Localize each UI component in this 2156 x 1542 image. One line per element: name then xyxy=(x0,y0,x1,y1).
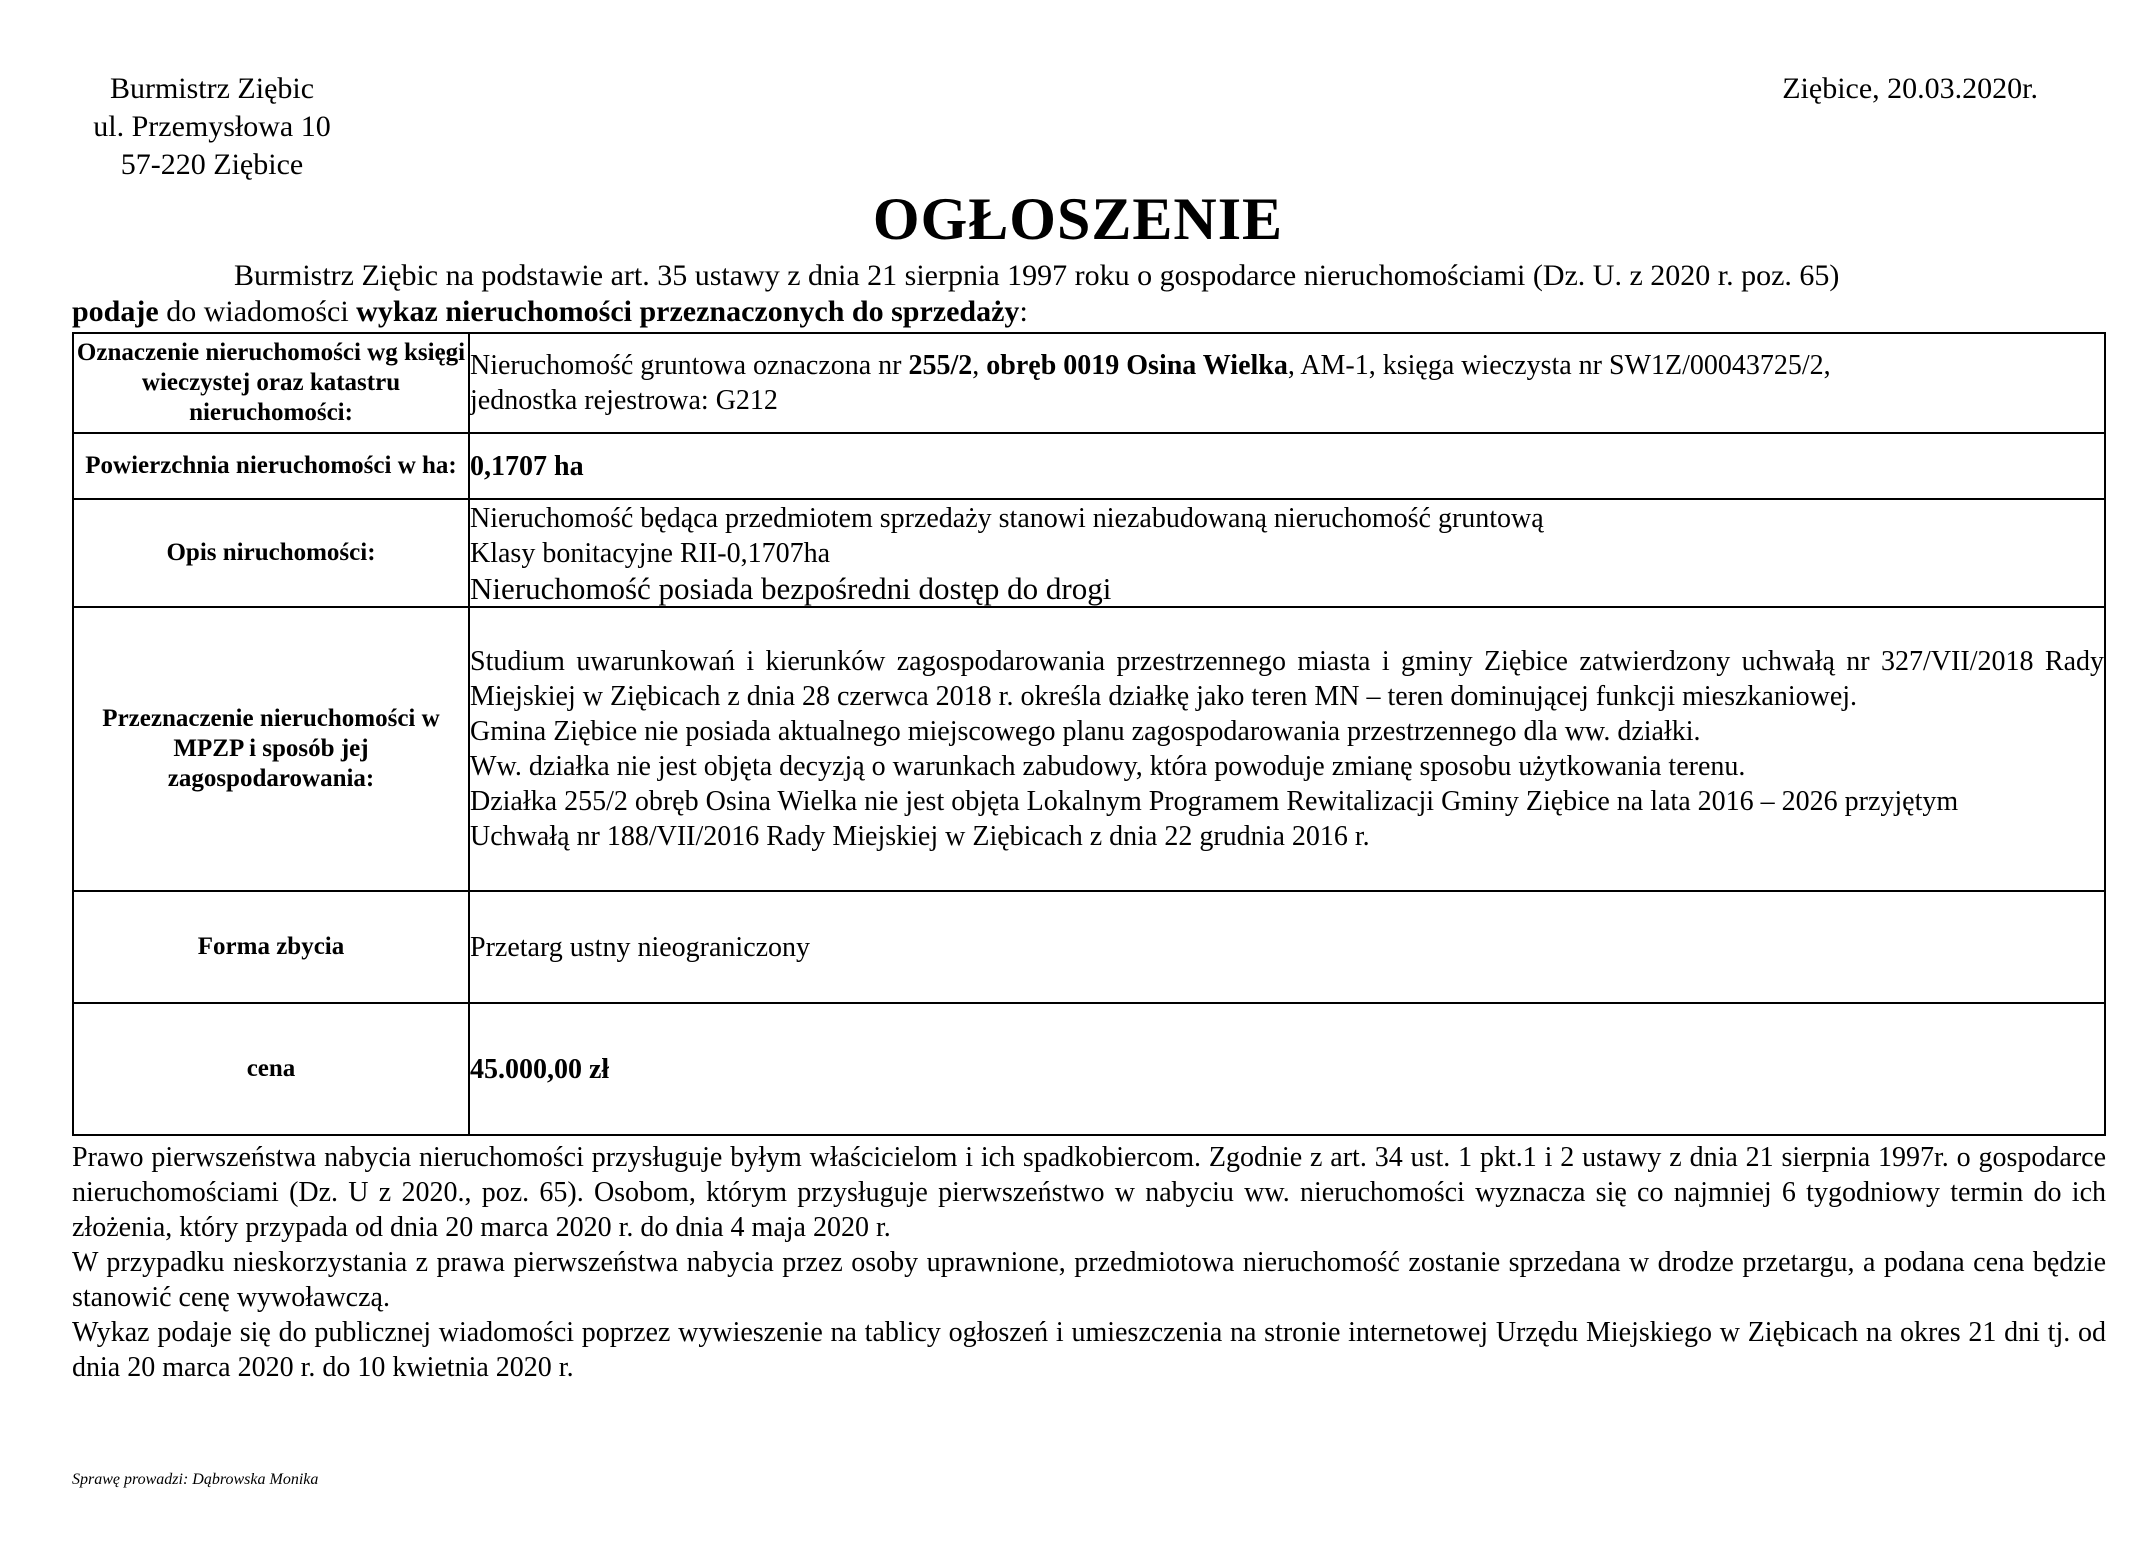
value-description xyxy=(469,499,2105,607)
table-row-designation xyxy=(73,333,2105,433)
zoning-paragraph-3: Ww. działka nie jest objęta decyzją o warunkach zabudowy, która powoduje zmianę sposobu użytkowania terenu. xyxy=(470,751,1746,782)
footer-paragraph-publication: Wykaz podaje się do publicznej wiadomości poprzez wywieszenie na tablicy ogłoszeń i umieszczenia na stronie internetowej Urzędu Miejskiego w Ziębicach na okres 21 dni tj. od dnia 20 marca 2020 r. do 10 kwietnia 2020 r. xyxy=(72,1317,2106,1383)
label-disposal-form: Forma zbycia xyxy=(73,891,469,1003)
label-zoning: Przeznaczenie nieruchomości w MPZP i sposób jej zagospodarowania: xyxy=(73,607,469,891)
label-price: cena xyxy=(73,1003,469,1135)
zoning-paragraph-2: Gmina Ziębice nie posiada aktualnego miejscowego planu zagospodarowania przestrzennego dla ww. działki. xyxy=(470,716,1701,747)
designation-line-1 xyxy=(470,348,2104,383)
intro-bold-podaje: podaje xyxy=(72,295,159,328)
value-disposal-form: Przetarg ustny nieograniczony xyxy=(469,891,2105,1003)
sender-address xyxy=(72,70,352,184)
value-zoning xyxy=(469,607,2105,891)
value-designation xyxy=(469,333,2105,433)
zoning-paragraph-1: Studium uwarunkowań i kierunków zagospodarowania przestrzennego miasta i gminy Ziębice zatwierdzony uchwałą nr 327/VII/2018 Rady Miejskiej w Ziębicach z dnia 28 czerwca 2018 r. określa działkę jako teren MN – teren dominującej funkcji mieszkaniowej. xyxy=(470,646,2104,712)
intro-line-2 xyxy=(72,294,2072,330)
label-description: Opis niruchomości: xyxy=(73,499,469,607)
designation-text-a: Nieruchomość gruntowa oznaczona nr xyxy=(470,350,909,381)
intro-bold-wykaz: wykaz nieruchomości przeznaczonych do sprzedaży xyxy=(356,295,1020,328)
description-line-3: Nieruchomość posiada bezpośredni dostęp do drogi xyxy=(470,570,1112,606)
label-area: Powierzchnia nieruchomości w ha: xyxy=(73,433,469,499)
description-line-1: Nieruchomość będąca przedmiotem sprzedaży stanowi niezabudowaną nieruchomość gruntową xyxy=(470,502,1544,534)
sender-street: ul. Przemysłowa 10 xyxy=(93,110,331,143)
property-details-table xyxy=(72,332,2106,1136)
sender-postal-city: 57-220 Ziębice xyxy=(120,148,304,181)
sender-name: Burmistrz Ziębic xyxy=(109,72,315,105)
designation-text-b: , xyxy=(972,350,987,381)
intro-colon: : xyxy=(1019,295,1028,328)
zoning-paragraph-5: Uchwałą nr 188/VII/2016 Rady Miejskiej w Ziębicach z dnia 22 grudnia 2016 r. xyxy=(470,821,1370,852)
value-area: 0,1707 ha xyxy=(469,433,2105,499)
value-price: 45.000,00 zł xyxy=(469,1003,2105,1135)
case-handler: Sprawę prowadzi: Dąbrowska Monika xyxy=(72,1471,319,1488)
intro-line-1: Burmistrz Ziębic na podstawie art. 35 ustawy z dnia 21 sierpnia 1997 roku o gospodarce nieruchomościami (Dz. U. z 2020 r. poz. 65) xyxy=(234,259,1840,292)
table-row-description xyxy=(73,499,2105,607)
zoning-paragraph-4: Działka 255/2 obręb Osina Wielka nie jest objęta Lokalnym Programem Rewitalizacji Gminy Ziębice na lata 2016 – 2026 przyjętym xyxy=(470,786,1959,817)
footer-notes xyxy=(72,1140,2106,1385)
table-row-disposal-form xyxy=(73,891,2105,1003)
designation-line-2: jednostka rejestrowa: G212 xyxy=(470,385,778,416)
designation-text-c: , AM-1, księga wieczysta nr SW1Z/00043725/2, xyxy=(1287,350,1831,381)
parcel-number: 255/2 xyxy=(908,350,973,381)
description-line-2: Klasy bonitacyjne RII-0,1707ha xyxy=(470,537,831,569)
document-title: OGŁOSZENIE xyxy=(872,186,1284,252)
intro-text: do wiadomości xyxy=(158,295,357,328)
intro-paragraph xyxy=(72,258,2072,330)
footer-paragraph-priority: Prawo pierwszeństwa nabycia nieruchomości przysługuje byłym właścicielom i ich spadkobiercom. Zgodnie z art. 34 ust. 1 pkt.1 i 2 ustawy z dnia 21 sierpnia 1997r. o gospodarce nieruchomościami (Dz. U z 2020., poz. 65). Osobom, którym przysługuje pierwszeństwo w nabyciu ww. nieruchomości wyznacza się co najmniej 6 tygodniowy termin do ich złożenia, który przypada od dnia 20 marca 2020 r. do dnia 4 maja 2020 r. xyxy=(72,1142,2106,1243)
table-row-zoning xyxy=(73,607,2105,891)
footer-paragraph-auction: W przypadku nieskorzystania z prawa pierwszeństwa nabycia przez osoby uprawnione, przedmiotowa nieruchomość zostanie sprzedana w drodze przetargu, a podana cena będzie stanowić cenę wywoławczą. xyxy=(72,1247,2106,1313)
table-row-price xyxy=(73,1003,2105,1135)
precinct: obręb 0019 Osina Wielka xyxy=(986,350,1288,381)
table-row-area xyxy=(73,433,2105,499)
label-designation: Oznaczenie nieruchomości wg księgi wieczystej oraz katastru nieruchomości: xyxy=(73,333,469,433)
document-date: Ziębice, 20.03.2020r. xyxy=(1782,72,2038,105)
